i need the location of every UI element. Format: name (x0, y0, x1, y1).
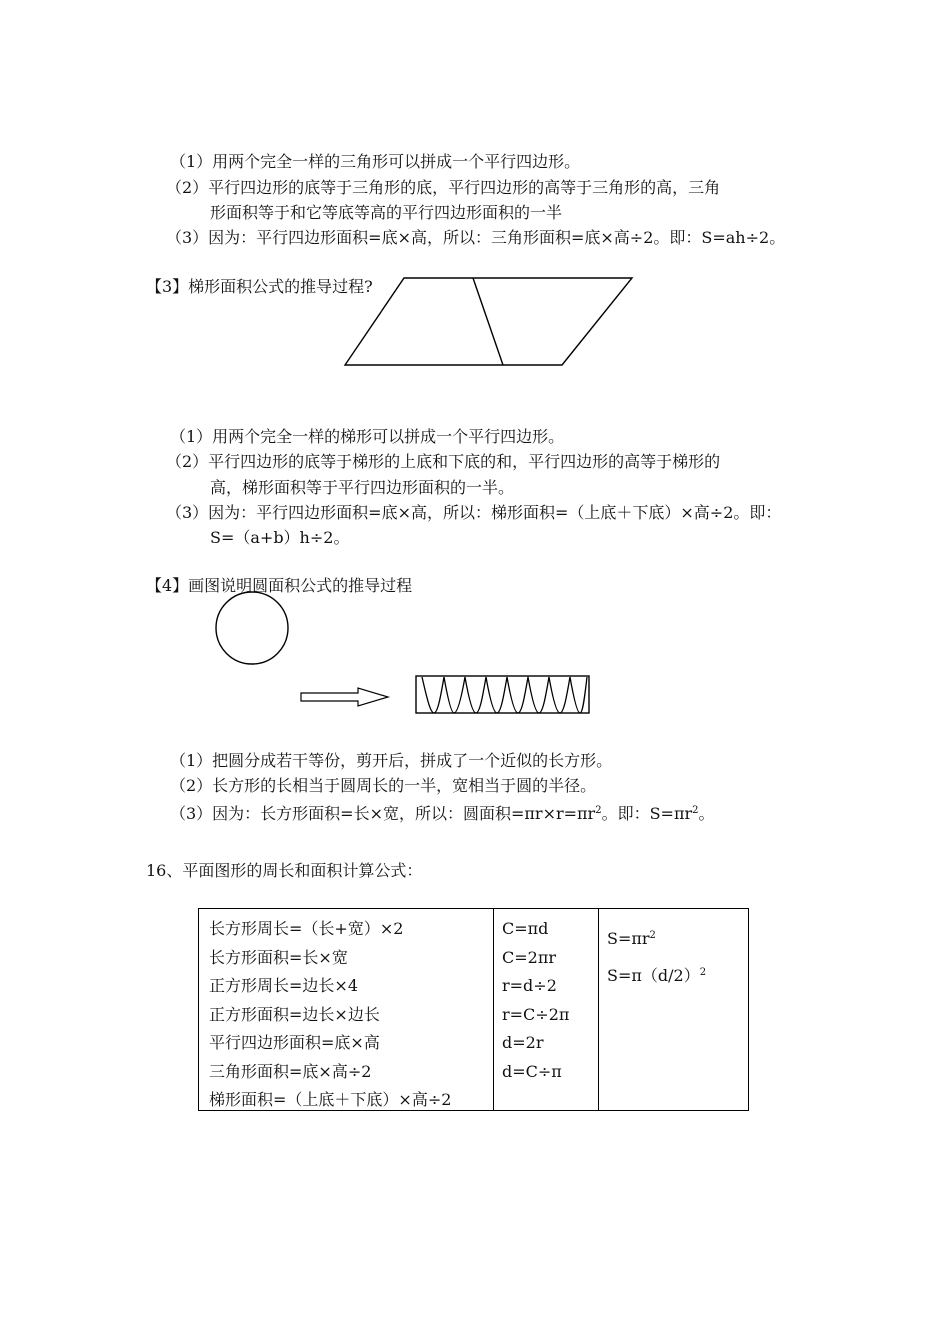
formula-cell: $S=\pi r^2$ (607, 929, 656, 948)
formula-cell: 正方形面积=边长×边长 (209, 1004, 380, 1024)
formulas-heading: 16、平面图形的周长和面积计算公式： (146, 861, 423, 880)
circle-figure (212, 590, 292, 670)
triangle-step-2: （2）平行四边形的底等于三角形的底，平行四边形的高等于三角形的高，三角 (166, 178, 721, 197)
trapezoid-step-2: （2）平行四边形的底等于梯形的上底和下底的和，平行四边形的高等于梯形的 (166, 452, 721, 471)
formula-cell: C=2πr (502, 947, 556, 967)
formula-cell: d=2r (502, 1033, 544, 1052)
formula-column-rect (199, 909, 494, 1110)
circle-step-3: （3）因为：长方形面积=长×宽，所以：圆面积$=\pi r\times r=\pi r^2$。即：$S=\pi r^2$。 (170, 804, 715, 823)
trapezoid-step-3-cont: S=（a+b）h÷2。 (210, 528, 350, 547)
arrow-icon (298, 685, 393, 709)
trapezoid-step-3: （3）因为：平行四边形面积=底×高，所以：梯形面积=（上底＋下底）×高÷2。即： (166, 503, 782, 522)
trapezoid-divider-line (473, 278, 503, 365)
formula-cell: 平行四边形面积=底×高 (209, 1033, 380, 1052)
formula-cell: C=πd (502, 919, 549, 938)
trapezoid-heading: 【3】梯形面积公式的推导过程? (146, 277, 373, 296)
parallelogram-figure (340, 272, 640, 372)
triangle-step-3: （3）因为：平行四边形面积=底×高，所以：三角形面积=底×高÷2。即：S=ah÷2。 (166, 228, 786, 247)
formula-cell: 长方形面积=长×宽 (209, 947, 348, 967)
trapezoid-step-1: （1）用两个完全一样的梯形可以拼成一个平行四边形。 (170, 427, 565, 446)
formula-cell: 三角形面积=底×高÷2 (209, 1061, 372, 1081)
triangle-step-1: （1）用两个完全一样的三角形可以拼成一个平行四边形。 (170, 152, 581, 171)
formula-cell: r=d÷2 (502, 976, 557, 995)
circle-heading: 【4】画图说明圆面积公式的推导过程 (146, 576, 413, 595)
formula-cell: $S=\pi(d/2)^2$ (607, 966, 707, 985)
formula-cell: 正方形周长=边长×4 (209, 976, 358, 995)
circle-step-1: （1）把圆分成若干等份，剪开后，拼成了一个近似的长方形。 (170, 751, 613, 770)
formula-column-circle-area (599, 909, 748, 1110)
formula-table (198, 908, 749, 1111)
circle-step-2: （2）长方形的长相当于圆周长的一半，宽相当于圆的半径。 (170, 776, 597, 795)
approx-rectangle-figure (414, 674, 592, 716)
formula-column-circle (494, 909, 599, 1110)
formula-cell: 长方形周长=（长+宽）×2 (209, 919, 404, 938)
triangle-step-2-cont: 形面积等于和它等底等高的平行四边形面积的一半 (210, 203, 563, 222)
trapezoid-step-2-cont: 高，梯形面积等于平行四边形面积的一半。 (210, 478, 515, 497)
formula-cell: d=C÷π (502, 1061, 562, 1081)
formula-cell: r=C÷2π (502, 1004, 570, 1024)
formula-cell: 梯形面积=（上底＋下底）×高÷2 (209, 1090, 452, 1109)
